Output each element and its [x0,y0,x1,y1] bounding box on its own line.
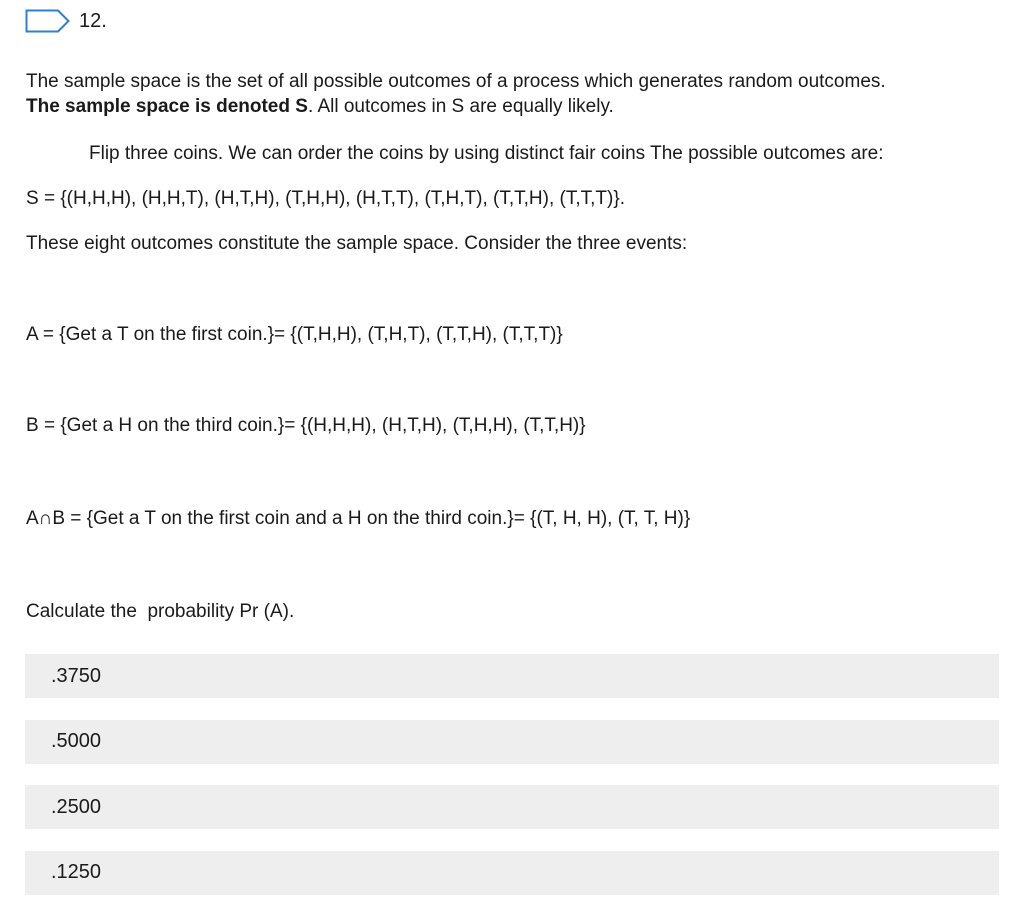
answer-option-label: .5000 [51,730,102,752]
answer-option-label: .3750 [51,664,102,687]
question-prompt: Calculate the probability Pr (A). [26,601,295,622]
event-a-and-b-text: A∩B = {Get a T on the first coin and a H on the third coin.}= {(T, H, H), (T, T, H)} [26,508,691,529]
intro-bold-text: The sample space is denoted S [26,96,308,117]
answer-option-label: .1250 [51,861,102,883]
flip-coins-text: Flip three coins. We can order the coins by using distinct fair coins The possible outcomes are: [89,143,884,164]
intro-rest-text: . All outcomes in S are equally likely. [307,96,614,117]
answer-options [25,654,999,916]
flag-icon[interactable] [25,9,71,33]
intro-line-2 [26,95,614,119]
answer-option[interactable] [25,851,999,895]
answer-option[interactable] [25,720,999,764]
event-a-text: A = {Get a T on the first coin.}= {(T,H,H), (T,H,T), (T,T,H), (T,T,T)} [26,324,563,345]
events-intro-text: These eight outcomes constitute the sample space. Consider the three events: [26,233,688,254]
question-header [25,9,107,33]
answer-option[interactable] [25,654,999,698]
sample-space-text: S = {(H,H,H), (H,H,T), (H,T,H), (T,H,H), (H,T,T), (T,H,T), (T,T,H), (T,T,T)}. [26,188,625,209]
intro-line-1: The sample space is the set of all possible outcomes of a process which generates random outcomes. [26,71,886,92]
question-number: 12. [79,9,107,32]
answer-option[interactable] [25,785,999,829]
event-b-text: B = {Get a H on the third coin.}= {(H,H,H), (H,T,H), (T,H,H), (T,T,H)} [26,415,586,436]
answer-option-label: .2500 [51,795,102,818]
